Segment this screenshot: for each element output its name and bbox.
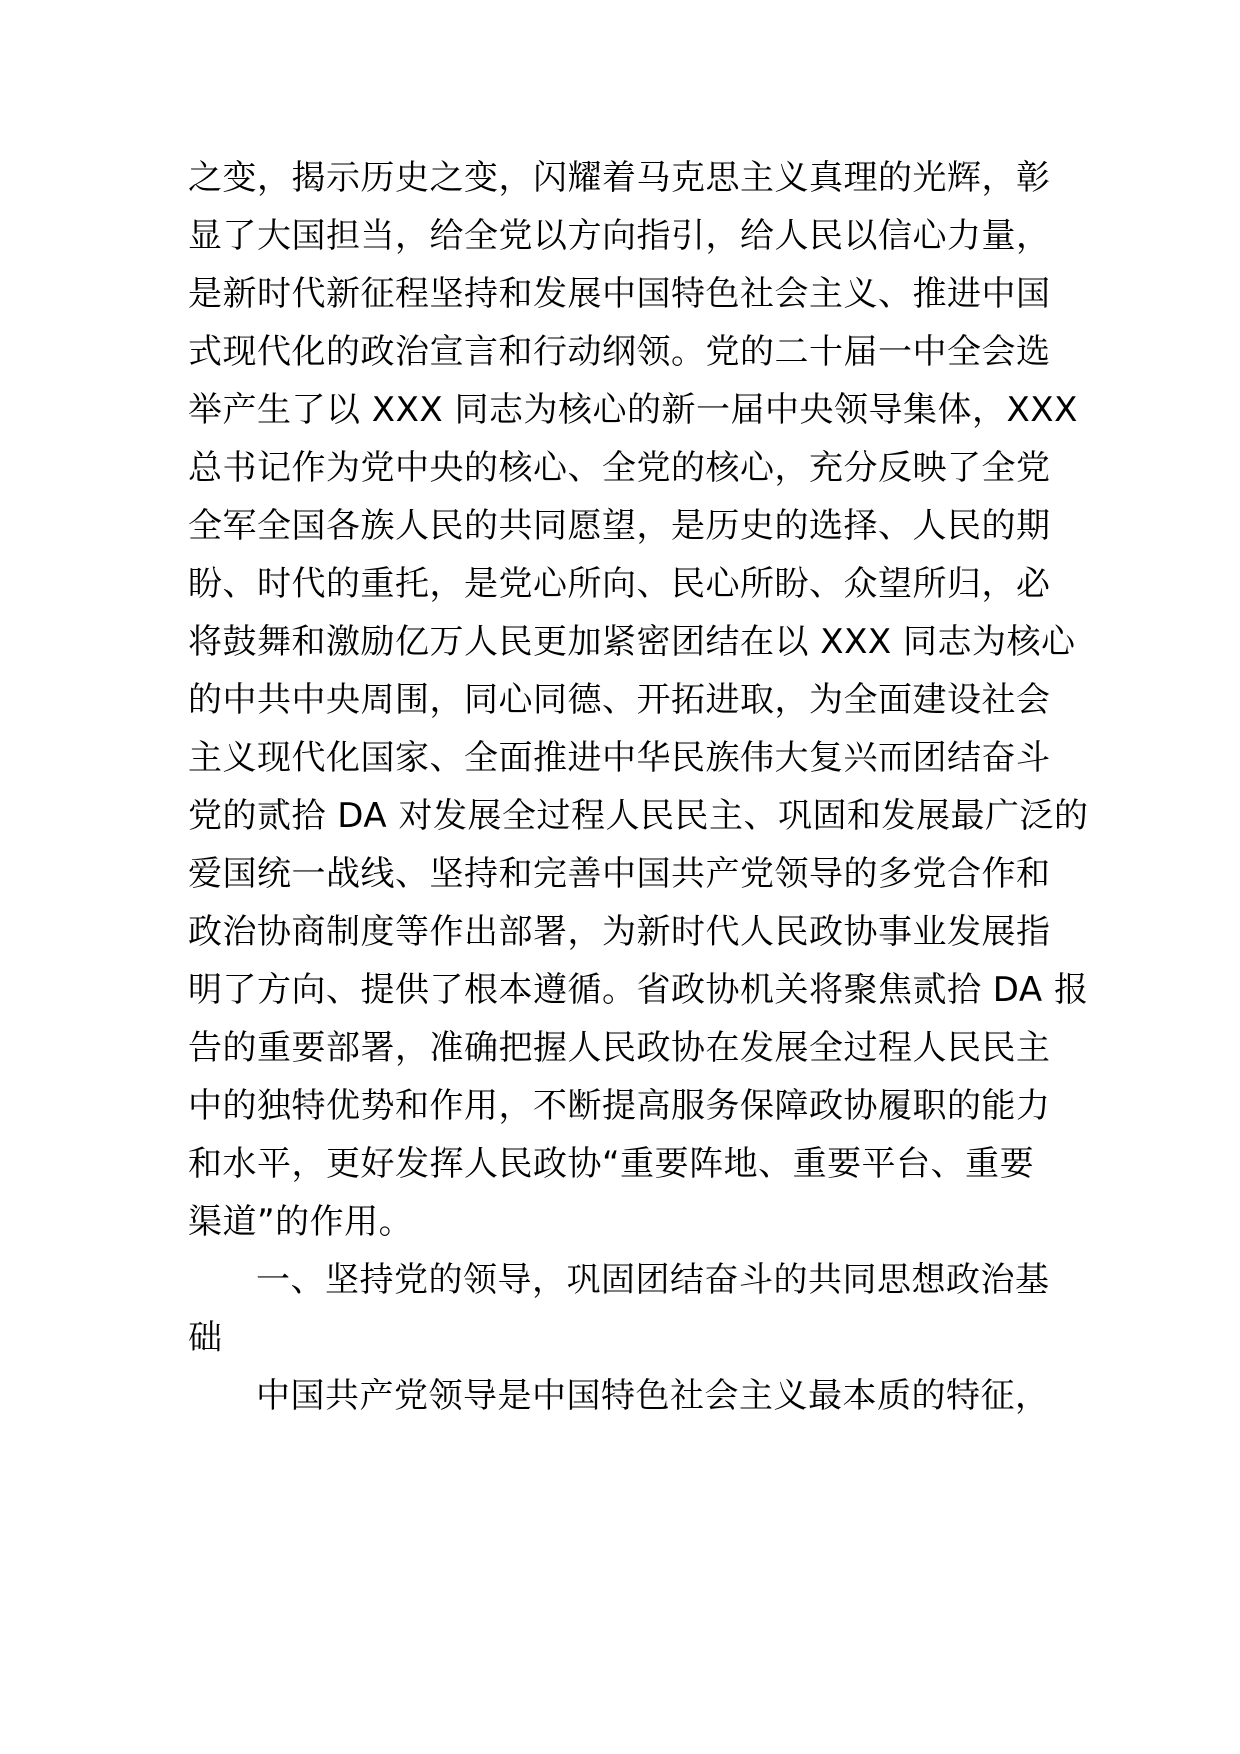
body-text-line: 将鼓舞和激励亿万人民更加紧密团结在以 XXX 同志为核心 — [188, 622, 1076, 662]
body-text-line: 中的独特优势和作用，不断提高服务保障政协履职的能力 — [188, 1086, 1051, 1126]
body-text-line: 显了大国担当，给全党以方向指引，给人民以信心力量， — [188, 216, 1051, 256]
body-text-line: 渠道”的作用。 — [188, 1202, 414, 1242]
body-text-line: 举产生了以 XXX 同志为核心的新一届中央领导集体，XXX — [188, 390, 1078, 430]
body-text-line: 党的贰拾 DA 对发展全过程人民民主、巩固和发展最广泛的 — [188, 796, 1089, 836]
body-text-line: 全军全国各族人民的共同愿望，是历史的选择、人民的期 — [188, 506, 1051, 546]
body-text-line: 爱国统一战线、坚持和完善中国共产党领导的多党合作和 — [188, 854, 1051, 894]
body-text-line: 总书记作为党中央的核心、全党的核心，充分反映了全党 — [188, 448, 1051, 488]
body-text-line: 之变，揭示历史之变，闪耀着马克思主义真理的光辉，彰 — [188, 158, 1051, 198]
body-text-line: 的中共中央周围，同心同德、开拓进取，为全面建设社会 — [188, 680, 1051, 720]
section-heading-continuation: 础 — [188, 1318, 223, 1358]
body-text-line: 中国共产党领导是中国特色社会主义最本质的特征， — [256, 1376, 1050, 1416]
body-text-line: 盼、时代的重托，是党心所向、民心所盼、众望所归，必 — [188, 564, 1051, 604]
body-text-line: 告的重要部署，准确把握人民政协在发展全过程人民民主 — [188, 1028, 1051, 1068]
body-text-line: 式现代化的政治宣言和行动纲领。党的二十届一中全会选 — [188, 332, 1051, 372]
body-text-line: 政治协商制度等作出部署，为新时代人民政协事业发展指 — [188, 912, 1051, 952]
body-text-line: 和水平，更好发挥人民政协“重要阵地、重要平台、重要 — [188, 1144, 1035, 1184]
section-heading: 一、坚持党的领导，巩固团结奋斗的共同思想政治基 — [256, 1260, 1050, 1300]
body-text-line: 明了方向、提供了根本遵循。省政协机关将聚焦贰拾 DA 报 — [188, 970, 1089, 1010]
body-text-line: 是新时代新征程坚持和发展中国特色社会主义、推进中国 — [188, 274, 1051, 314]
body-text-line: 主义现代化国家、全面推进中华民族伟大复兴而团结奋斗 — [188, 738, 1051, 778]
